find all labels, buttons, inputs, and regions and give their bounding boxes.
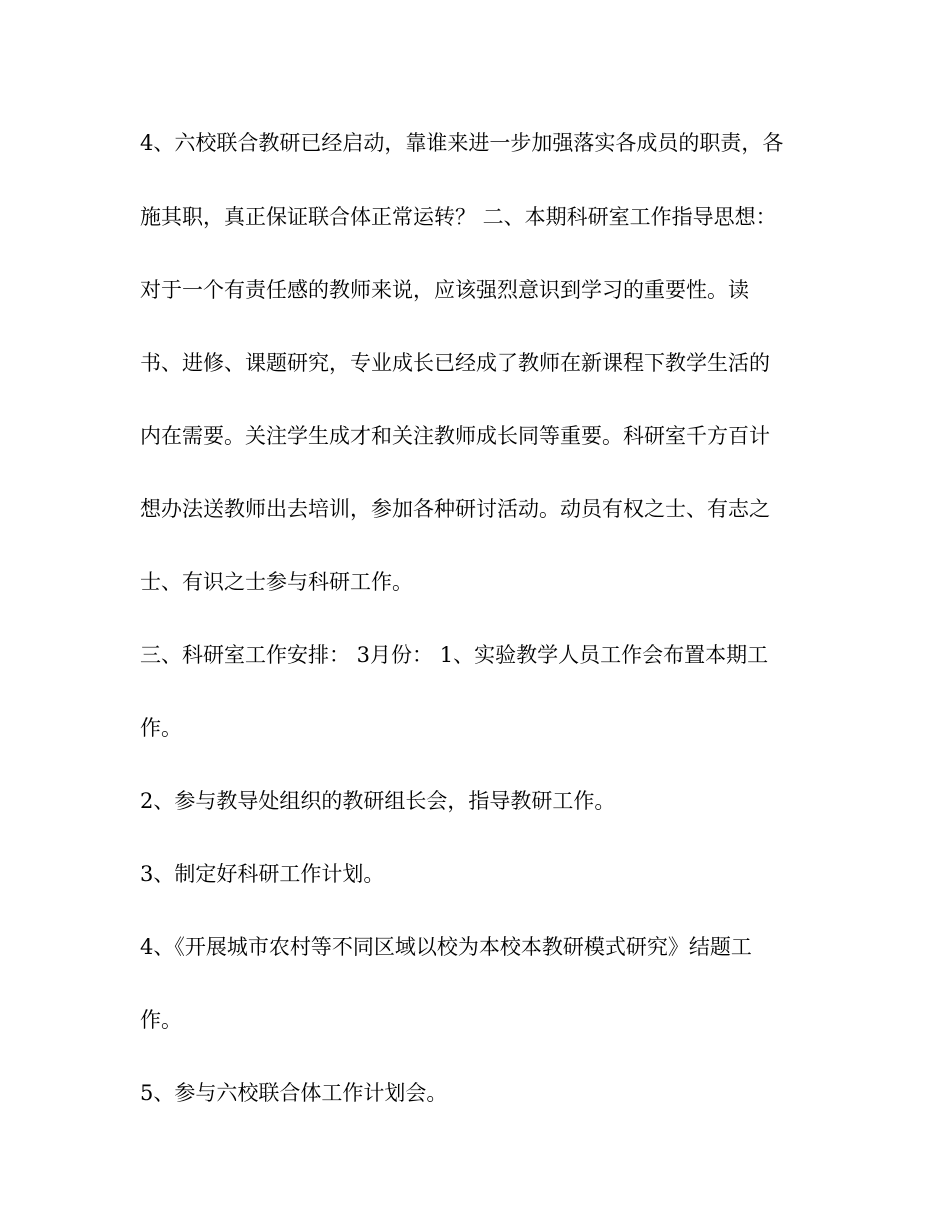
text-line: 想办法送教师出去培训，参加各种研讨活动。动员有权之士、有志之 — [140, 497, 770, 521]
text-line: 内在需要。关注学生成才和关注教师成长同等重要。科研室千方百计 — [140, 424, 770, 448]
text-line: 书、进修、课题研究，专业成长已经成了教师在新课程下教学生活的 — [140, 351, 770, 375]
text-line: 4、《开展城市农村等不同区域以校为本校本教研模式研究》结题工 — [140, 935, 752, 959]
text-line: 4、六校联合教研已经启动，靠谁来进一步加强落实各成员的职责，各 — [140, 131, 784, 155]
text-line: 施其职，真正保证联合体正常运转？ 二、本期科研室工作指导思想： — [140, 205, 777, 229]
text-line: 5、参与六校联合体工作计划会。 — [140, 1081, 448, 1105]
text-line: 士、有识之士参与科研工作。 — [140, 570, 413, 594]
text-line: 三、科研室工作安排： 3月份： 1、实验教学人员工作会布置本期工 — [140, 643, 769, 667]
text-line: 3、制定好科研工作计划。 — [140, 862, 385, 886]
text-line: 对于一个有责任感的教师来说，应该强烈意识到学习的重要性。读 — [140, 278, 749, 302]
text-line: 作。 — [140, 716, 182, 740]
text-line: 作。 — [140, 1008, 182, 1032]
text-line: 2、参与教导处组织的教研组长会，指导教研工作。 — [140, 789, 616, 813]
